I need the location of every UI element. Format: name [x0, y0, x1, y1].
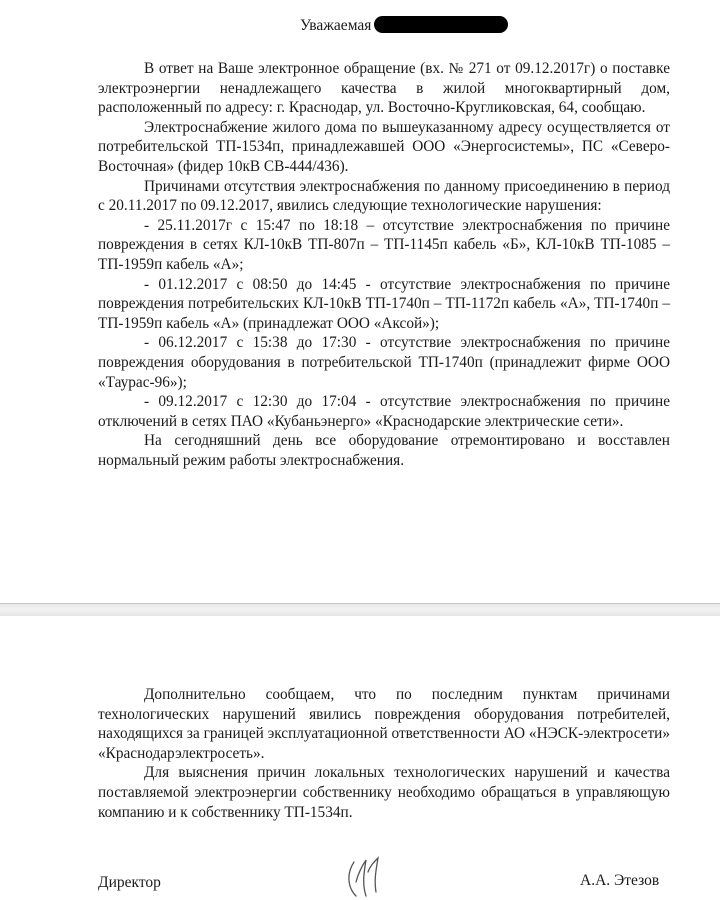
signer-title: Директор [98, 874, 161, 891]
redacted-name [374, 16, 508, 33]
letter-body-page-2 [98, 685, 670, 822]
page-divider [0, 603, 720, 617]
outage-item: - 06.12.2017 с 15:38 до 17:30 - отсутствие электроснабжения по причине повреждения оборудования в потребительской ТП-1740п (принадлежит фирме ООО «Таурас-96»); [98, 334, 670, 391]
additional-info-paragraph: Дополнительно сообщаем, что по последним пунктам причинами технологических нарушений явились повреждения оборудования потребителей, находящихся за границей эксплуатационной ответственности АО «НЭСК-электросети» «Краснодарэлектросеть». [98, 686, 670, 762]
supply-paragraph: Электроснабжение жилого дома по вышеуказанному адресу осуществляется от потребительской ТП-1534п, принадлежавшей ООО «Энергосистемы», ПС «Северо-Восточная» (фидер 10кВ СВ-444/436). [98, 118, 670, 175]
outage-item: - 25.11.2017г с 15:47 по 18:18 – отсутствие электроснабжения по причине повреждения в сетях КЛ-10кВ ТП-807п – ТП-1145п кабель «Б», КЛ-10кВ ТП-1085 – ТП-1959п кабель «А»; [98, 216, 670, 273]
greeting-line [300, 16, 508, 35]
letter-body-page-1 [98, 59, 670, 470]
outage-item: - 09.12.2017 с 12:30 до 17:04 - отсутствие электроснабжения по причине отключений в сетях ПАО «Кубаньэнерго» «Краснодарские электрические сети». [98, 393, 670, 430]
outage-item: - 01.12.2017 с 08:50 до 14:45 - отсутствие электроснабжения по причине повреждения потребительских КЛ-10кВ ТП-1740п – ТП-1172п кабель «А», ТП-1740п – ТП-1959п кабель «А» (принадлежат ООО «Аксой»); [98, 275, 670, 332]
causes-paragraph: Причинами отсутствия электроснабжения по данному присоединению в период с 20.11.2017 по 09.12.2017, явились следующие технологические нарушения: [98, 177, 670, 215]
signer-name: А.А. Этезов [580, 872, 660, 889]
greeting-text: Уважаемая [300, 17, 372, 34]
handwritten-signature [340, 852, 390, 900]
status-paragraph: На сегодняшний день все оборудование отремонтировано и восставлен нормальный режим работы электроснабжения. [98, 432, 670, 469]
contact-advice-paragraph: Для выяснения причин локальных технологических нарушений и качества поставляемой электроэнергии собственнику необходимо обращаться в управляющую компанию и к собственнику ТП-1534п. [98, 764, 670, 821]
intro-paragraph: В ответ на Ваше электронное обращение (вх. № 271 от 09.12.2017г) о поставке электроэнергии ненадлежащего качества в жилой многоквартирный дом, расположенный по адресу: г. Краснодар, ул. Восточно-Кругликовская, 64, сообщаю. [98, 60, 670, 117]
